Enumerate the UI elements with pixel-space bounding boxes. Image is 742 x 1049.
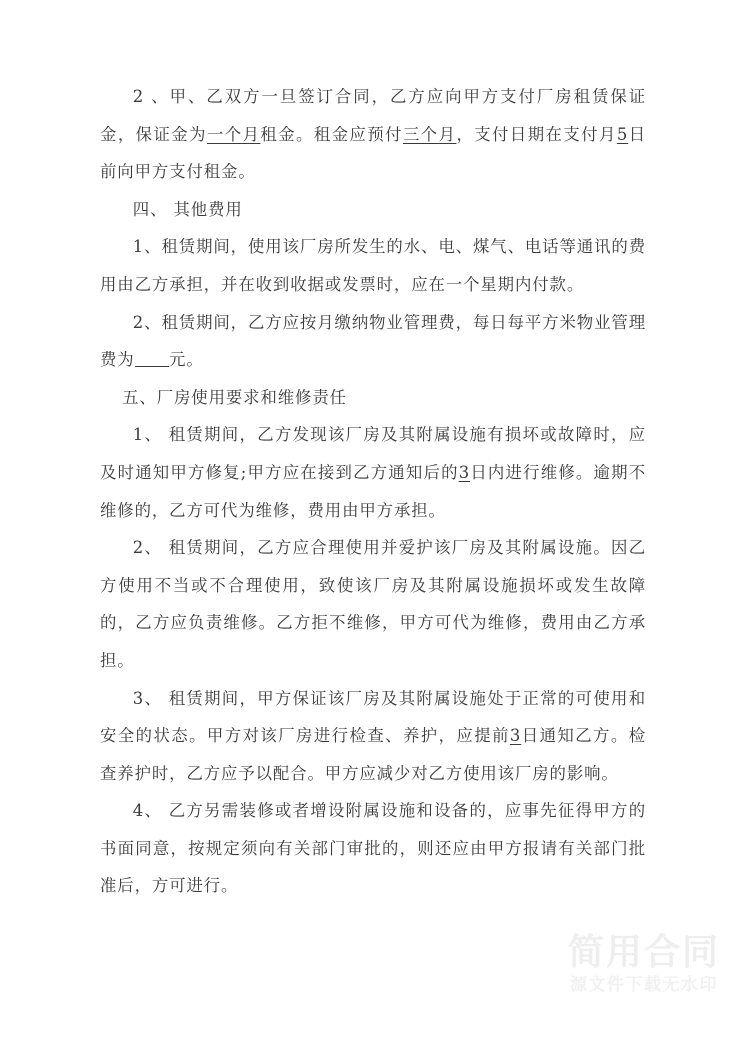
clause-3-2-text-0: 甲、乙双方一旦签订合同，乙方应向甲方支付厂房租赁保证金，保证金为 <box>100 87 646 144</box>
clause-5-1-number: 1、 <box>132 425 169 445</box>
clause-5-2-text-0: 租赁期间，乙方应合理使用并爱护该厂房及其附属设施。因乙方使用不当或不合理使用，致使该厂房及其附属设施损坏或发生故障的，乙方应负责维修。乙方拒不维修，甲方可代为维修，费用由乙方承担。 <box>100 538 646 670</box>
clause-5-1-text-0: 租赁期间，乙方发现该厂房及其附属设施有损坏或故障时，应及时通知甲方修复;甲方应在接到乙方通知后的 <box>100 425 646 482</box>
clause-5-4 <box>100 792 646 905</box>
clause-3-2-filled-value-5[interactable]: 5 <box>616 124 629 144</box>
clause-4-2-blank-field[interactable] <box>135 366 169 367</box>
clause-3-2-text-4: ，支付日期在支付月 <box>456 124 617 144</box>
clause-4-1-text-0: 租赁期间，使用该厂房所发生的水、电、煤气、电话等通讯的费用由乙方承担，并在收到收据或发票时，应在一个星期内付款。 <box>100 237 646 294</box>
clause-3-2-text-2: 租金。租金应预付 <box>260 124 403 144</box>
clause-5-3 <box>100 680 646 793</box>
clause-3-2-filled-value-3[interactable]: 三个月 <box>402 124 457 144</box>
watermark <box>568 933 720 997</box>
clause-4-1 <box>100 228 646 303</box>
clause-3-2 <box>100 78 646 191</box>
clause-4-2-text-0: 租赁期间，乙方应按月缴纳物业管理费，每日每平方米物业管理费为 <box>100 312 646 370</box>
clause-5-2-number: 2、 <box>132 538 169 558</box>
document-body <box>100 78 646 905</box>
watermark-sub-text: 源文件下载无水印 <box>569 975 718 995</box>
clause-5-4-text-0: 乙方另需装修或者增设附属设施和设备的，应事先征得甲方的书面同意，按规定须向有关部门审批的，则还应由甲方报请有关部门批准后，方可进行。 <box>100 801 646 896</box>
clause-3-2-number: 2 、 <box>132 87 170 106</box>
clause-3-2-text-6: 日前向甲方支付租金。 <box>100 124 647 182</box>
clause-5-1 <box>100 416 646 529</box>
clause-3-2-filled-value-1[interactable]: 一个月 <box>206 124 261 144</box>
clause-5-1-filled-value-1[interactable]: 3 <box>458 462 471 482</box>
section-5-heading-text-0: 厂房使用要求和维修责任 <box>156 387 347 407</box>
section-4-heading-text-0: 其他费用 <box>167 199 243 219</box>
clause-4-2-text-2: 元。 <box>169 350 204 370</box>
section-5-heading-number: 五、 <box>122 387 157 407</box>
section-4-heading-number: 四、 <box>132 199 168 219</box>
clause-5-4-number: 4、 <box>132 801 169 821</box>
clause-5-3-number: 3、 <box>132 688 169 708</box>
clause-4-1-number: 1、 <box>132 237 162 257</box>
clause-4-2-number: 2、 <box>132 312 162 332</box>
clause-5-3-text-2: 日通知乙方。检查养护时，乙方应予以配合。甲方应减少对乙方使用该厂房的影响。 <box>100 726 646 783</box>
clause-4-2 <box>100 304 646 379</box>
clause-5-1-text-2: 日内进行维修。逾期不维修的，乙方可代为维修，费用由甲方承担。 <box>100 462 647 520</box>
clause-5-3-filled-value-1[interactable]: 3 <box>509 726 522 746</box>
section-5-heading <box>100 379 646 417</box>
watermark-main-text: 简用合同 <box>567 932 720 973</box>
clause-5-2 <box>100 529 646 679</box>
section-4-heading <box>100 191 646 229</box>
clause-5-3-text-0: 租赁期间，甲方保证该厂房及其附属设施处于正常的可使用和安全的状态。甲方对该厂房进行检查、养护，应提前 <box>100 688 646 746</box>
